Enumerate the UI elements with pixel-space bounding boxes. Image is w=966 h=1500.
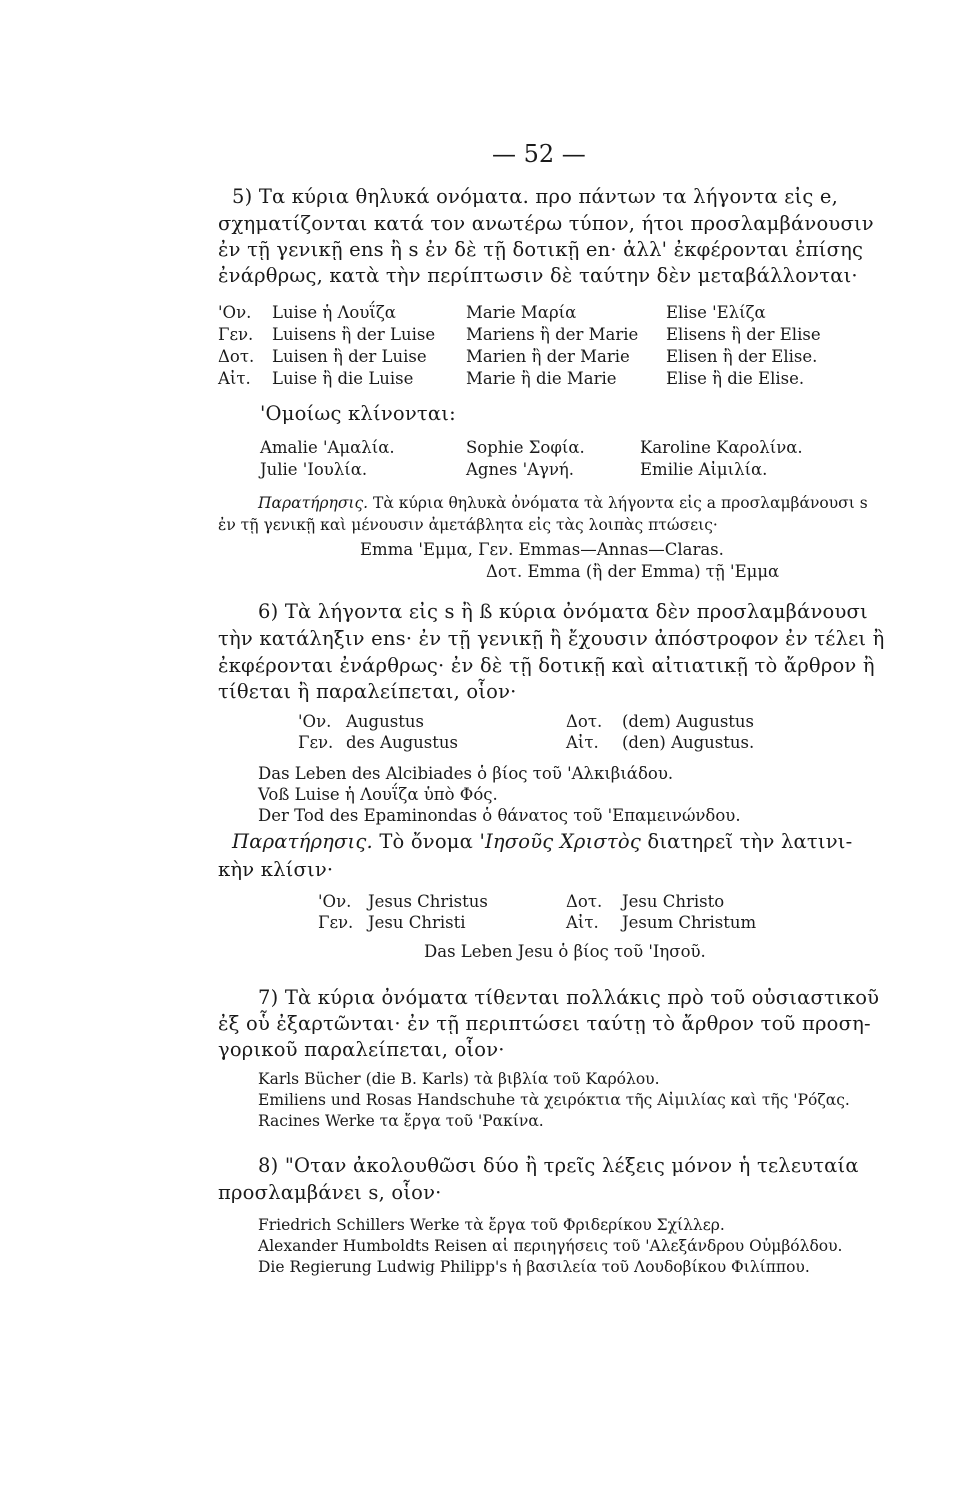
section6-line-3: ἐκφέρονται ἐνάρθρως· ἐν δὲ τῇ δοτικῇ καὶ αἰτιατικῇ τὸ ἄρθρον ἢ: [218, 654, 875, 677]
example-line: Friedrich Schillers Werke τὰ ἔργα τοῦ Φριδερίκου Σχίλλερ.: [258, 1216, 725, 1234]
elise-form: Elisen ἢ der Elise.: [666, 347, 818, 366]
marie-form: Mariens ἢ der Marie: [466, 325, 639, 344]
note-line-2: ἐν τῇ γενικῇ καὶ μένουσιν ἀμετάβλητα εἰς τὰς λοιπὰς πτώσεις·: [218, 516, 718, 534]
example-line: Racines Werke τα ἔργα τοῦ 'Ρακίνα.: [258, 1112, 544, 1130]
section6-line-4: τίθεται ἢ παραλείπεται, οἷον·: [218, 680, 517, 703]
case-label: Γεν.: [298, 733, 334, 752]
case-label: Δοτ.: [218, 347, 255, 366]
note-label: Παρατήρησις.: [232, 830, 373, 853]
section6-line-1: 6) Τὰ λήγοντα εἰς s ἢ ß κύρια ὀνόματα δὲν προσλαμβάνουσι: [258, 600, 868, 623]
case-label: Δοτ.: [566, 892, 603, 911]
section8-line-2: προσλαμβάνει s, οἷον·: [218, 1181, 442, 1204]
augustus-form: (den) Augustus.: [622, 733, 755, 752]
case-label: 'Ον.: [318, 892, 352, 911]
similar-name: Sophie Σοφία.: [466, 438, 585, 457]
note-name: 'Ιησοῦς Χριστὸς: [479, 830, 641, 853]
note-line-1: [232, 830, 852, 853]
case-label: 'Ον.: [218, 303, 252, 322]
note-line-1: [258, 494, 868, 512]
section7-line-3: γορικοῦ παραλείπεται, οἷον·: [218, 1038, 505, 1061]
note-label: Παρατήρησις.: [258, 494, 369, 512]
case-label: Γεν.: [218, 325, 254, 344]
example-line: Das Leben des Alcibiades ὁ βίος τοῦ 'Αλκιβιάδου.: [258, 764, 674, 783]
elise-form: Elise 'Ελίζα: [666, 303, 766, 322]
similar-name: Agnes 'Αγνή.: [466, 460, 575, 479]
luise-form: Luise ἢ die Luise: [272, 369, 414, 388]
augustus-form: (dem) Augustus: [622, 712, 755, 731]
case-label: Γεν.: [318, 913, 354, 932]
section5-line-3: ἐν τῇ γενικῇ ens ἢ s ἐν δὲ τῇ δοτικῇ en· ἀλλ' ἐκφέρονται ἐπίσης: [218, 238, 864, 261]
elise-form: Elisens ἢ der Elise: [666, 325, 821, 344]
similar-name: Amalie 'Αμαλία.: [260, 438, 395, 457]
section5-line-1: 5) Τα κύρια θηλυκά ονόματα. προ πάντων τα λήγοντα εἰς e,: [232, 185, 839, 208]
jesus-form: Jesu Christo: [622, 892, 725, 911]
jesus-form: Jesus Christus: [368, 892, 488, 911]
jesus-form: Jesu Christi: [368, 913, 466, 932]
section6-line-2: τὴν κατάληξιν ens· ἐν τῇ γενικῇ ἢ ἔχουσιν ἀπόστροφον ἐν τέλει ἢ: [218, 627, 885, 650]
case-label: Αἰτ.: [218, 369, 251, 388]
luise-form: Luise ἡ Λουΐζα: [272, 303, 396, 322]
luise-form: Luisen ἢ der Luise: [272, 347, 427, 366]
example-line: Die Regierung Ludwig Philipp's ἡ βασιλεία τοῦ Λουδοβίκου Φιλίππου.: [258, 1258, 810, 1276]
augustus-form: Augustus: [346, 712, 424, 731]
augustus-form: des Augustus: [346, 733, 458, 752]
luise-form: Luisens ἢ der Luise: [272, 325, 436, 344]
example-line: Voß Luise ἡ Λουΐζα ὑπὸ Φός.: [258, 785, 498, 804]
example-line: Das Leben Jesu ὁ βίος τοῦ 'Ιησοῦ.: [424, 942, 706, 961]
similar-heading: 'Ομοίως κλίνονται:: [260, 402, 456, 425]
section7-line-1: 7) Τὰ κύρια ὀνόματα τίθενται πολλάκις πρὸ τοῦ οὐσιαστικοῦ: [258, 986, 880, 1009]
elise-form: Elise ἢ die Elise.: [666, 369, 805, 388]
note-example-2: Δοτ. Emma (ἢ der Emma) τῇ 'Εμμα: [486, 562, 780, 581]
note-text: Τὸ ὄνομα: [379, 830, 474, 853]
marie-form: Marie Μαρία: [466, 303, 577, 322]
section7-line-2: ἐξ οὗ ἐξαρτῶνται· ἐν τῇ περιπτώσει ταύτῃ τὸ ἄρθρον τοῦ προση-: [218, 1012, 871, 1035]
page-number: — 52 —: [492, 140, 586, 168]
example-line: Karls Bücher (die B. Karls) τὰ βιβλία τοῦ Καρόλου.: [258, 1070, 660, 1088]
section5-line-4: ἐνάρθρως, κατὰ τὴν περίπτωσιν δὲ ταύτην δὲν μεταβάλλονται·: [218, 264, 858, 287]
similar-name: Julie 'Ιουλία.: [260, 460, 368, 479]
case-label: 'Ον.: [298, 712, 332, 731]
note-text: διατηρεῖ τὴν λατινι-: [647, 830, 853, 853]
marie-form: Marie ἢ die Marie: [466, 369, 617, 388]
case-label: Αἰτ.: [566, 913, 599, 932]
example-line: Emiliens und Rosas Handschuhe τὰ χειρόκτια τῆς Αἰμιλίας καὶ τῆς 'Ρόζας.: [258, 1091, 850, 1109]
note-example-1: Emma 'Εμμα, Γεν. Emmas—Annas—Claras.: [360, 540, 724, 559]
section8-line-1: 8) "Οταν ἀκολουθῶσι δύο ἢ τρεῖς λέξεις μόνον ἡ τελευταία: [258, 1154, 859, 1177]
case-label: Αἰτ.: [566, 733, 599, 752]
note-text: Τὰ κύρια θηλυκὰ ὀνόματα τὰ λήγοντα εἰς a προσλαμβάνουσι s: [373, 494, 868, 512]
example-line: Alexander Humboldts Reisen αἱ περιηγήσεις τοῦ 'Αλεξάνδρου Οὐμβόλδου.: [258, 1237, 843, 1255]
marie-form: Marien ἢ der Marie: [466, 347, 630, 366]
similar-name: Emilie Αἰμιλία.: [640, 460, 768, 479]
example-line: Der Tod des Epaminondas ὁ θάνατος τοῦ 'Επαμεινώνδου.: [258, 806, 741, 825]
similar-name: Karoline Καρολίνα.: [640, 438, 803, 457]
case-label: Δοτ.: [566, 712, 603, 731]
jesus-form: Jesum Christum: [622, 913, 757, 932]
section5-line-2: σχηματίζονται κατά τον ανωτέρω τύπον, ήτοι προσλαμβάνουσιν: [218, 212, 874, 235]
note-line-2: κὴν κλίσιν·: [218, 858, 334, 881]
